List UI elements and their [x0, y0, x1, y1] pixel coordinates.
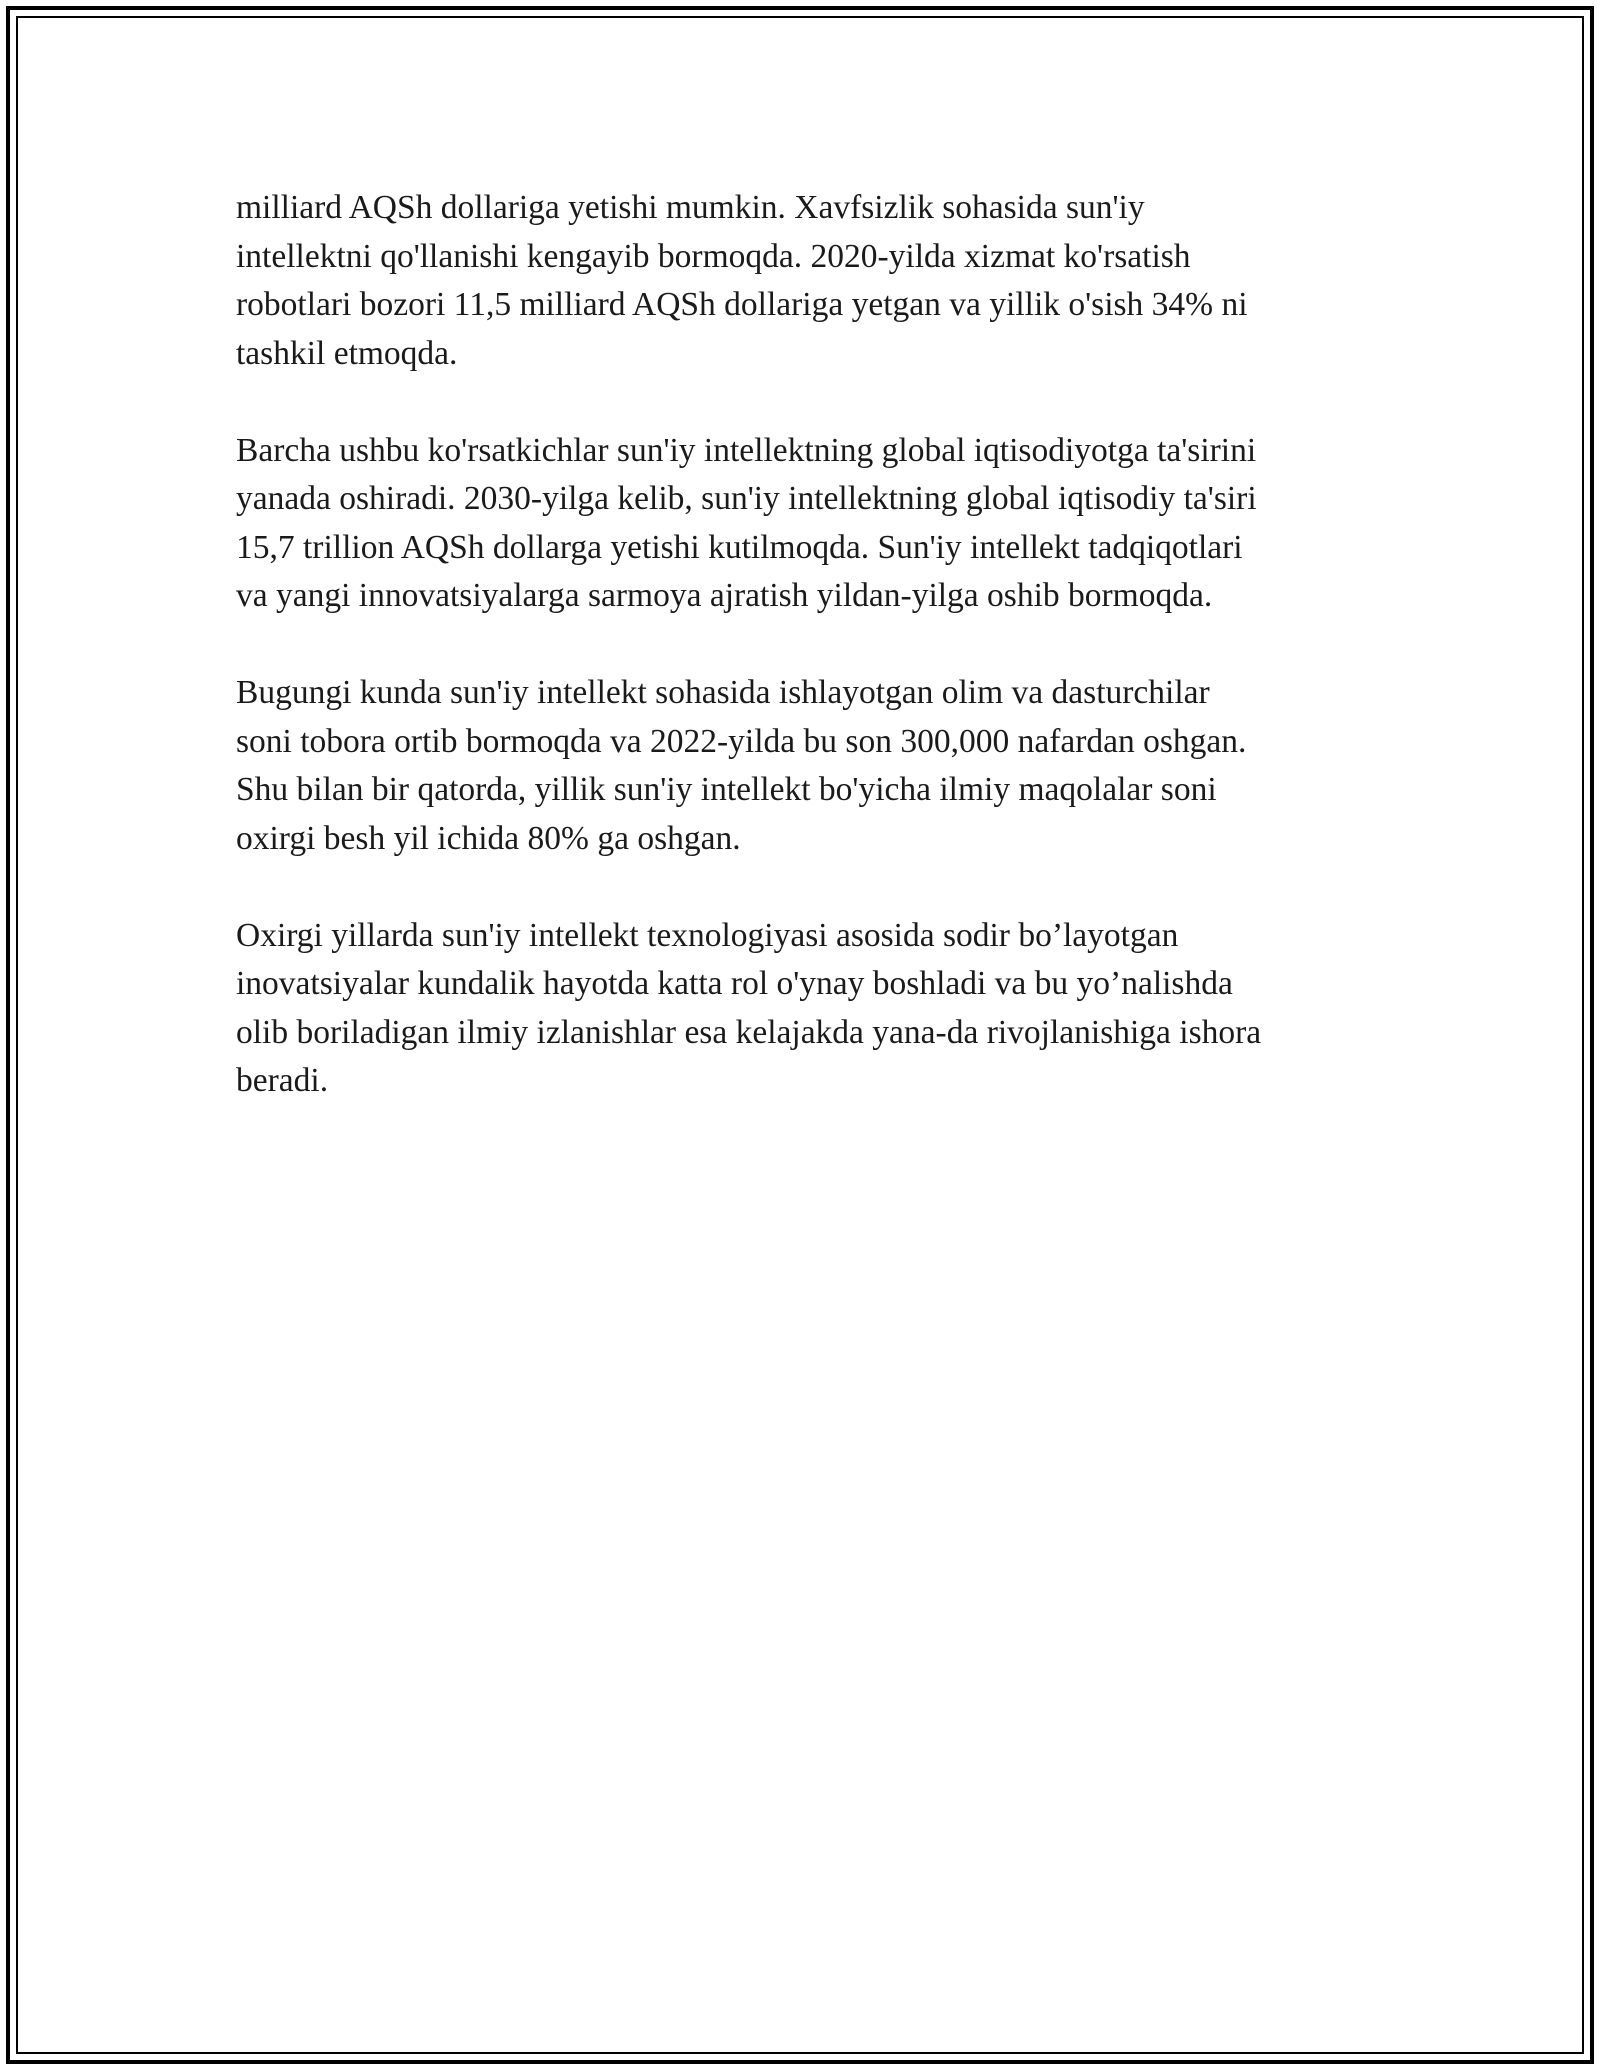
paragraph-2: Barcha ushbu ko'rsatkichlar sun'iy intellektning global iqtisodiyotga ta'sirini yanada oshiradi. 2030-yilga kelib, sun'iy intellektning global iqtisodiy ta'siri 15,7 trillion AQSh dollarga yetishi kutilmoqda. Sun'iy intellekt tadqiqotlari va yangi innovatsiyalarga sarmoya ajratish yildan-yilga oshib bormoqda. — [236, 431, 1257, 614]
document-body — [236, 184, 1376, 1154]
paragraph-1: milliard AQSh dollariga yetishi mumkin. Xavfsizlik sohasida sun'iy intellektni qo'llanishi kengayib bormoqda. 2020-yilda xizmat ko'rsatish robotlari bozori 11,5 milliard AQSh dollariga yetgan va yillik o'sish 34% ni tashkil etmoqda. — [236, 189, 1248, 372]
paragraph-4: Oxirgi yillarda sun'iy intellekt texnologiyasi asosida sodir bo’layotgan inovatsiyalar kundalik hayotda katta rol o'ynay boshladi va bu yo’nalishda olib boriladigan ilmiy izlanishlar esa kelajakda yana-da rivojlanishiga ishora beradi. — [236, 916, 1262, 1099]
paragraph-3: Bugungi kunda sun'iy intellekt sohasida ishlayotgan olim va dasturchilar soni tobora ortib bormoqda va 2022-yilda bu son 300,000 nafardan oshgan. Shu bilan bir qatorda, yillik sun'iy intellekt bo'yicha ilmiy maqolalar soni oxirgi besh yil ichida 80% ga oshgan. — [236, 674, 1247, 857]
